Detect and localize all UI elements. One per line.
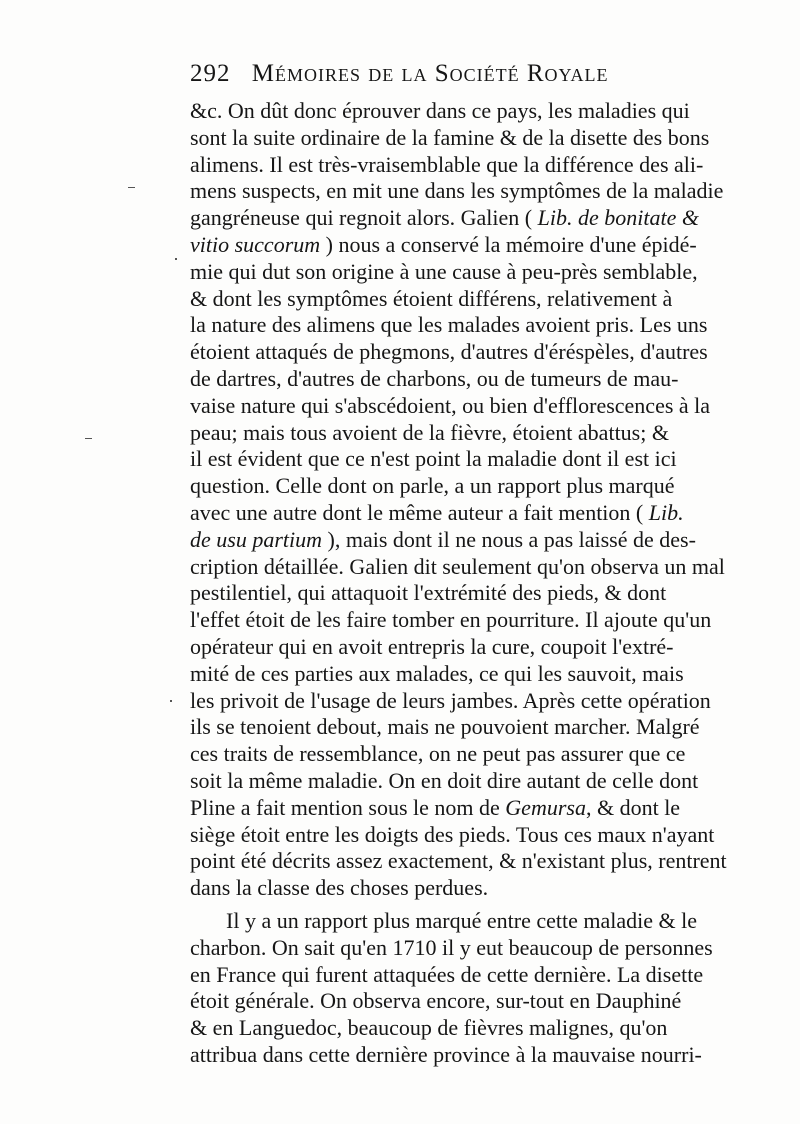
text-line: Il y a un rapport plus marqué entre cette maladie & le [226,907,697,933]
text-line: mie qui dut son origine à une cause à peu-près semblable, [190,258,698,284]
text-line: mens suspects, en mit une dans les symptômes de la maladie [190,178,724,204]
text-line: de usu partium ), mais dont il ne nous a pas laissé de des- [190,526,696,552]
text-line: soit la même maladie. On en doit dire autant de celle dont [190,767,699,793]
text-line: étoit générale. On observa encore, sur-tout en Dauphiné [190,988,682,1014]
text-line: avec une autre dont le même auteur a fait mention ( Lib. [190,499,684,525]
page-header [190,60,750,88]
text-line: les privoit de l'usage de leurs jambes. Après cette opération [190,687,711,713]
text-line: la nature des alimens que les malades avoient pris. Les uns [190,312,708,338]
text-line: dans la classe des choses perdues. [190,875,489,901]
text-line: peau; mais tous avoient de la fièvre, étoient abattus; & [190,419,669,445]
text-line: l'effet étoit de les faire tomber en pourriture. Il ajoute qu'un [190,607,712,633]
page-body [190,98,770,1069]
text-line: Pline a fait mention sous le nom de Gemursa, & dont le [190,794,681,820]
page-number: 292 [190,60,231,87]
text-line: attribua dans cette dernière province à la mauvaise nourri- [190,1041,702,1067]
text-line: vitio succorum ) nous a conservé la mémoire d'une épidé- [190,231,697,257]
text-line: étoient attaqués de phegmons, d'autres d'éréspèles, d'autres [190,339,708,365]
margin-mark [128,187,135,188]
text-line: charbon. On sait qu'en 1710 il y eut beaucoup de personnes [190,934,713,960]
text-line: en France qui furent attaquées de cette dernière. La disette [190,961,704,987]
text-line: & dont les symptômes étoient différens, relativement à [190,285,673,311]
paragraph [190,98,770,902]
text-line: ils se tenoient debout, mais ne pouvoient marcher. Malgré [190,714,700,740]
text-line: de dartres, d'autres de charbons, ou de tumeurs de mau- [190,365,679,391]
margin-mark [175,258,177,260]
running-title: Mémoires de la Société Royale [251,60,609,87]
text-line: point été décrits assez exactement, & n'existant plus, rentrent [190,848,727,874]
paragraph [190,908,770,1069]
text-line: vaise nature qui s'abscédoient, ou bien d'efflorescences à la [190,392,711,418]
text-line: ces traits de ressemblance, on ne peut pas assurer que ce [190,741,686,767]
margin-mark [85,438,92,439]
text-line: sont la suite ordinaire de la famine & de la disette des bons [190,124,710,150]
text-line: pestilentiel, qui attaquoit l'extrémité des pieds, & dont [190,580,667,606]
text-line: alimens. Il est très-vraisemblable que la différence des ali- [190,151,704,177]
margin-mark [170,700,172,702]
text-line: siège étoit entre les doigts des pieds. Tous ces maux n'ayant [190,821,715,847]
text-line: opérateur qui en avoit entrepris la cure, coupoit l'extré- [190,633,674,659]
text-line: mité de ces parties aux malades, ce qui les sauvoit, mais [190,660,684,686]
text-line: il est évident que ce n'est point la maladie dont il est ici [190,446,677,472]
text-line: &c. On dût donc éprouver dans ce pays, les maladies qui [190,98,690,123]
text-line: cription détaillée. Galien dit seulement qu'on observa un mal [190,553,725,579]
text-line: & en Languedoc, beaucoup de fièvres malignes, qu'on [190,1015,668,1041]
text-line: question. Celle dont on parle, a un rapport plus marqué [190,473,675,499]
text-line: gangréneuse qui regnoit alors. Galien ( Lib. de bonitate & [190,205,699,231]
